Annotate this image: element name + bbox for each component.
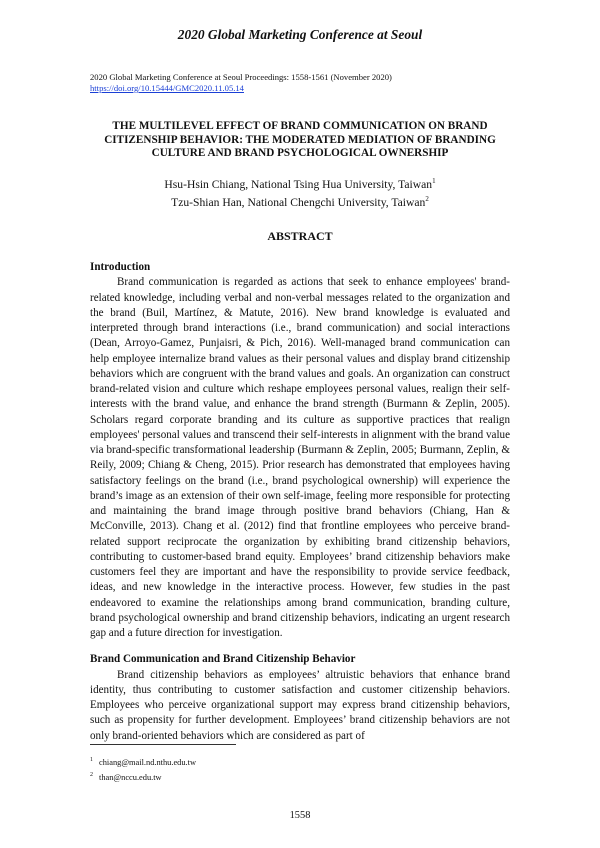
section-heading-brand-communication: Brand Communication and Brand Citizenship Behavior <box>90 653 356 666</box>
footnote-divider <box>90 744 236 745</box>
footnote-email: chiang@mail.nd.nthu.edu.tw <box>99 757 197 767</box>
abstract-heading: ABSTRACT <box>267 229 333 243</box>
paper-title: THE MULTILEVEL EFFECT OF BRAND COMMUNICATION ON BRAND CITIZENSHIP BEHAVIOR: THE MODERATED MEDIATION OF BRANDING CULTURE AND BRAND PSYCHOLOGICAL OWNERSHIP <box>104 120 496 160</box>
author-line <box>0 174 600 192</box>
paragraph-brand-communication: Brand citizenship behaviors as employees’ altruistic behaviors that enhance brand identity, thus contributing to customer satisfaction and customer citizenship behaviors. Employees who perceive organizational support may express brand citizenship behaviors, such as propensity for further development. Employees’ brand citizenship behaviors are not only brand-oriented behaviors which are considered as part of <box>90 668 510 742</box>
section-heading-introduction: Introduction <box>90 261 151 273</box>
footnote-marker: 2 <box>425 195 429 204</box>
footnote-item <box>90 769 196 784</box>
footnote-email: than@nccu.edu.tw <box>99 772 162 782</box>
author-affiliation: Tzu-Shian Han, National Chengchi University, Taiwan <box>171 196 426 210</box>
footnote-marker: 1 <box>432 177 436 185</box>
footnotes <box>90 754 196 784</box>
author-line <box>0 192 600 210</box>
doi-link[interactable]: https://doi.org/10.15444/GMC2020.11.05.14 <box>90 83 244 93</box>
proceedings-info <box>90 72 392 94</box>
proceedings-line: 2020 Global Marketing Conference at Seoul Proceedings: 1558-1561 (November 2020) <box>90 72 392 82</box>
paragraph-introduction: Brand communication is regarded as actions that seek to enhance employees' brand-related knowledge, including verbal and non-verbal messages related to the organization and the brand (Buil, Martínez, & Matute, 2016). New brand knowledge is evaluated and interpreted through brand interactions (i.e., brand communication) and social interactions (Dean, Arroyo-Gamez, Punjaisri, & Pich, 2016). Well-managed brand communication can help employee internalize brand values as their personal values and display brand citizenship behaviors which are congruent with the brand values and goals. An organization can construct brand-related vision and culture which reshape employees personal values, realign their self-interests with the brand value, and enhance the brand strength (Burmann & Zeplin, 2005). Scholars regard corporate branding and its culture as supportive practices that realign employees' personal values and transcend their self-interests in alignment with the brand value via brand-specific transformational leadership (Burmann & Zeplin, 2005; Burmann, Zeplin, & Reily, 2009; Chiang & Cheng, 2015). Prior research has demonstrated that employees having satisfactory feelings on the brand (i.e., brand psychological ownership) will experience the brand’s image as an extension of their own self-image, feeling more responsible for protecting and maintaining the brand image through positive brand behaviors (Chiang, Han & McConville, 2013). Chang et al. (2012) find that frontline employees who perceive brand-related support reciprocate the organization by exhibiting brand citizenship behaviors, contributing to customer-based brand equity. Employees’ brand citizenship behaviors make customers feel they are important and have the responsibility to provide service feedback, ideas, and new knowledge in the interactive process. However, few studies in the past endeavored to examine the relationships among brand communication, branding culture, brand psychological ownership and brand citizenship behaviors, indicating an urgent research gap and a future direction for investigation. <box>90 276 510 639</box>
footnote-marker: 1 <box>90 757 93 763</box>
footnote-marker: 2 <box>90 771 93 778</box>
body-text <box>90 260 510 744</box>
author-affiliation: Hsu-Hsin Chiang, National Tsing Hua University, Taiwan <box>164 177 433 191</box>
author-list <box>0 174 600 211</box>
running-header: 2020 Global Marketing Conference at Seoul <box>177 27 423 42</box>
footnote-item <box>90 754 196 769</box>
page-number: 1558 <box>289 810 311 821</box>
